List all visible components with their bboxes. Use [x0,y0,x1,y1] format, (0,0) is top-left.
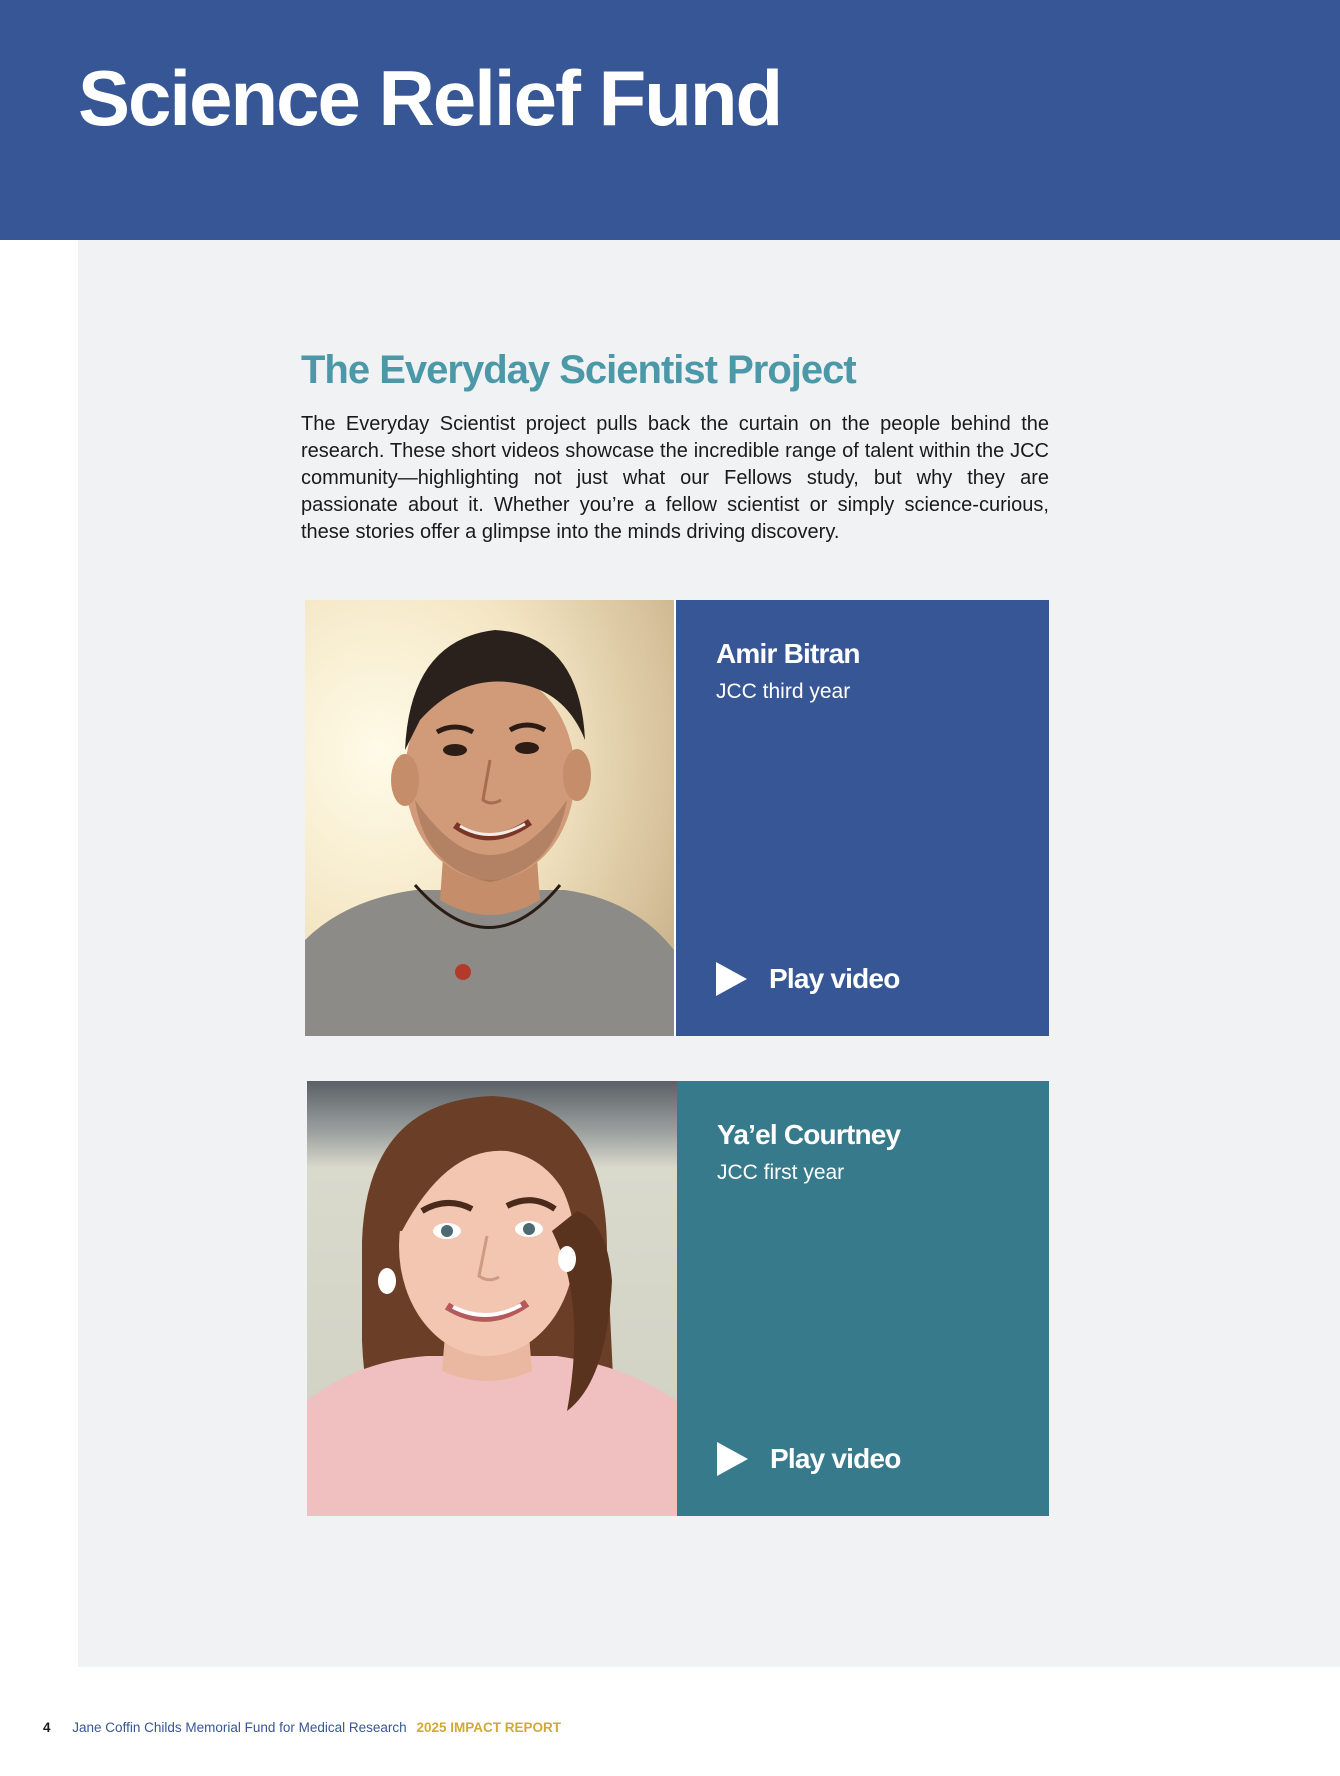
play-video-label: Play video [770,1443,901,1474]
video-card-yael-courtney[interactable] [307,1081,1049,1516]
section-heading: The Everyday Scientist Project [301,348,856,392]
person-name: Amir Bitran [716,638,860,669]
person-name: Ya’el Courtney [717,1119,901,1150]
video-info-panel [674,600,1049,1036]
person-role: JCC third year [716,680,851,703]
play-icon [717,1442,748,1476]
intro-paragraph: The Everyday Scientist project pulls back the curtain on the people behind the research. These short videos showcase the incredible range of talent within the JCC community—highlighting not just what our Fellows study, but why they are passionate about it. Whether you’re a fellow scientist or simply science-curious, these stories offer a glimpse into the minds driving discovery. [301,413,1049,543]
video-info-panel [677,1081,1049,1516]
page-footer [43,1720,561,1735]
video-card-amir-bitran[interactable] [305,600,1049,1036]
portrait-image [305,600,674,1036]
play-video-label: Play video [769,963,900,994]
page-number: 4 [43,1720,51,1735]
portrait-photo-amir-bitran[interactable] [305,600,674,1036]
header-banner [0,0,1340,240]
play-icon [716,962,747,996]
portrait-photo-yael-courtney[interactable] [307,1081,677,1516]
portrait-image [307,1081,677,1516]
play-video-button[interactable] [716,962,900,996]
report-label: 2025 IMPACT REPORT [416,1720,561,1735]
person-role: JCC first year [717,1161,845,1184]
play-video-button[interactable] [717,1442,901,1476]
page-title: Science Relief Fund [78,54,782,142]
organization-name: Jane Coffin Childs Memorial Fund for Medical Research [72,1720,407,1735]
